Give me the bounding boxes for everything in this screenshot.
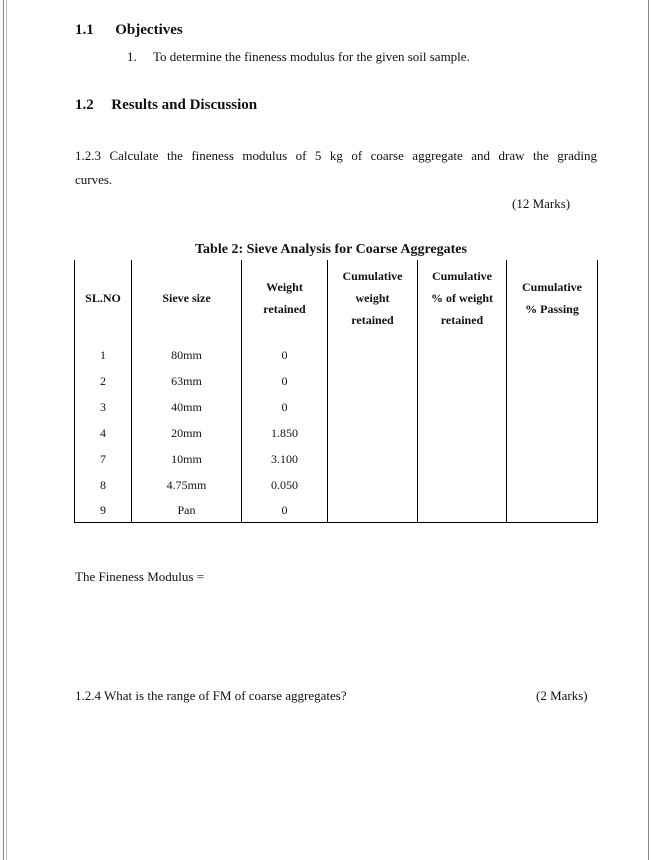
results-title: Results and Discussion <box>111 97 258 113</box>
cell-sl-no: 3 <box>75 394 132 420</box>
cell-sieve-size: 4.75mm <box>132 472 242 498</box>
objectives-heading <box>75 22 183 39</box>
header-cumulative-weight-retained: Cumulative weight retained <box>328 260 418 336</box>
fineness-modulus-label: The Fineness Modulus = <box>75 569 205 584</box>
header-cumulative-percent-passing: Cumulative % Passing <box>507 260 598 336</box>
results-heading <box>75 97 257 114</box>
table-header-row <box>75 260 598 336</box>
cell-cumulative-weight <box>328 368 418 394</box>
question-123-line1: 1.2.3 Calculate the fineness modulus of 5 kg of coarse aggregate and draw the grading <box>75 148 597 163</box>
objectives-number: 1.1 <box>75 22 94 38</box>
cell-cumulative-percent <box>418 446 507 472</box>
cell-cumulative-weight <box>328 420 418 446</box>
question-123-marks: (12 Marks) <box>512 196 571 211</box>
table-row <box>75 472 598 498</box>
cell-weight-retained: 1.850 <box>242 420 328 446</box>
sieve-analysis-table <box>74 260 598 523</box>
cell-cumulative-weight <box>328 446 418 472</box>
page-left-edge-inner <box>6 0 7 860</box>
cell-weight-retained: 0.050 <box>242 472 328 498</box>
cell-sieve-size: 10mm <box>132 446 242 472</box>
cell-sl-no: 2 <box>75 368 132 394</box>
cell-percent-passing <box>507 368 598 394</box>
cell-cumulative-weight <box>328 394 418 420</box>
cell-percent-passing <box>507 446 598 472</box>
question-124-marks: (2 Marks) <box>536 688 588 703</box>
cell-sl-no: 9 <box>75 498 132 523</box>
cell-weight-retained: 0 <box>242 368 328 394</box>
header-cumulative-percent-retained: Cumulative % of weight retained <box>418 260 507 336</box>
header-weight-retained: Weight retained <box>242 260 328 336</box>
cell-sieve-size: 20mm <box>132 420 242 446</box>
page-left-edge <box>3 0 4 860</box>
objectives-title: Objectives <box>115 22 183 38</box>
objective-item-number: 1. <box>127 49 137 64</box>
table-row <box>75 336 598 368</box>
cell-weight-retained: 0 <box>242 336 328 368</box>
cell-weight-retained: 0 <box>242 498 328 523</box>
cell-sl-no: 8 <box>75 472 132 498</box>
cell-sieve-size: 63mm <box>132 368 242 394</box>
objective-item-text: To determine the fineness modulus for the given soil sample. <box>153 49 470 64</box>
cell-sieve-size: Pan <box>132 498 242 523</box>
cell-sl-no: 1 <box>75 336 132 368</box>
page-right-edge <box>648 0 649 860</box>
table-row <box>75 394 598 420</box>
cell-percent-passing <box>507 498 598 523</box>
table-row <box>75 368 598 394</box>
objective-item <box>127 49 470 65</box>
cell-percent-passing <box>507 472 598 498</box>
cell-percent-passing <box>507 336 598 368</box>
question-123-line2: curves. <box>75 172 113 187</box>
question-124-text: 1.2.4 What is the range of FM of coarse aggregates? <box>75 688 347 703</box>
cell-weight-retained: 3.100 <box>242 446 328 472</box>
cell-cumulative-weight <box>328 336 418 368</box>
cell-sieve-size: 40mm <box>132 394 242 420</box>
cell-cumulative-percent <box>418 336 507 368</box>
cell-weight-retained: 0 <box>242 394 328 420</box>
cell-sl-no: 7 <box>75 446 132 472</box>
cell-cumulative-weight <box>328 472 418 498</box>
table-row <box>75 420 598 446</box>
table-row <box>75 498 598 523</box>
cell-cumulative-percent <box>418 498 507 523</box>
cell-percent-passing <box>507 420 598 446</box>
header-sieve-size: Sieve size <box>132 260 242 336</box>
cell-cumulative-percent <box>418 368 507 394</box>
header-slno: SL.NO <box>75 260 132 336</box>
table-row <box>75 446 598 472</box>
cell-cumulative-percent <box>418 472 507 498</box>
cell-percent-passing <box>507 394 598 420</box>
table-caption: Table 2: Sieve Analysis for Coarse Aggregates <box>195 242 467 257</box>
cell-sl-no: 4 <box>75 420 132 446</box>
cell-cumulative-weight <box>328 498 418 523</box>
cell-cumulative-percent <box>418 394 507 420</box>
cell-cumulative-percent <box>418 420 507 446</box>
cell-sieve-size: 80mm <box>132 336 242 368</box>
results-number: 1.2 <box>75 97 94 113</box>
